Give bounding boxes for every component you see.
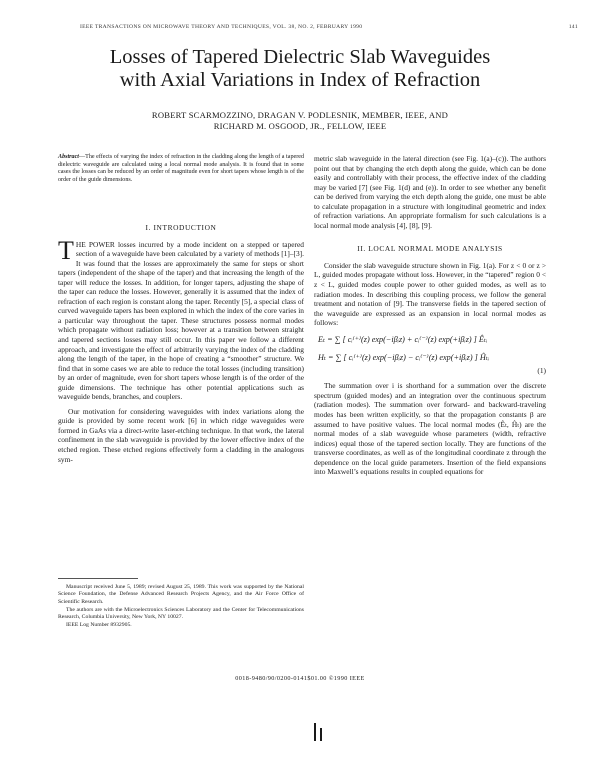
abstract-label: Abstract [58, 154, 79, 160]
page-number: 141 [568, 24, 578, 30]
intro-paragraph-2: Our motivation for considering waveguides with index variations along the guide is provided by some recent work [6] in which ridge waveguides were formed in GaAs via a direct-write laser-etching technique. In that work, the lateral confinement in the slab waveguide is provided by the lower effective index of the etched region. These etched regions effectively form a cladding in the analogous sym- [58, 406, 304, 464]
equation-1-magnetic: Hₜ = ∑ [ cᵢ⁽⁺⁾(z) exp(−iβᵢz) − cᵢ⁽⁻⁾(z) exp(+iβᵢz) ] Ĥₜᵢ [318, 353, 490, 363]
footnotes [58, 584, 304, 630]
section-heading-introduction: I. INTRODUCTION [145, 223, 217, 232]
title-line-1: Losses of Tapered Dielectric Slab Waveguides [109, 46, 491, 68]
section-heading-local-normal-mode: II. LOCAL NORMAL MODE ANALYSIS [357, 244, 503, 254]
drop-cap: T [58, 235, 74, 265]
intro-paragraph-1-text: HE POWER losses incurred by a mode incident on a stepped or tapered section of a waveguide have been calculated by a variety of methods [1]–[3]. It was found that the losses are approximately the same for steps or short tapers (independent of the shape of the taper) and that increasing the length of the taper will reduce the losses. In addition, for longer tapers, adjusting the shape of the taper can reduce the losses. However, generally it is assumed that the index of refraction of each region is constant along the taper. Recently [5], a special class of curved waveguide tapers has been explored in which the index of the core varies in a particular way throughout the taper. These structures possess normal modes which propagate without radiation loss; however at a transition between straight and tapered sections losses may still occur. In this paper we follow a different approach, and investigate the effect of arbitrarily varying the index of the cladding along the length of the taper, in the hope of creating a “smoother” structure. We find that in some cases we are able to reduce the total losses (including transition) by an order of magnitude, even for short tapers whose length is of the order of the guide dimensions. The technique has other potential applications such as waveguide bends, branches, and couplers. [58, 239, 304, 402]
authors-line-1: ROBERT SCARMOZZINO, DRAGAN V. PODLESNIK, MEMBER, IEEE, AND [151, 110, 449, 120]
scan-mark-left [314, 723, 316, 741]
copyright-line: 0018-9480/90/0200-0141$01.00 ©1990 IEEE [235, 675, 365, 682]
footnote-ieee-log: IEEE Log Number 8932905. [66, 622, 132, 629]
analysis-paragraph-1: Consider the slab waveguide structure shown in Fig. 1(a). For z < 0 or z > L, guided modes propagate without loss. However, in the “tapered” region 0 < z < L, guided modes couple power to other guided modes, as well as to radiation modes. In describing this coupling process, we follow the general treatment and notation of [9]. The transverse fields in the tapered section of the waveguide are expressed as an expansion in local normal modes as follows: [314, 260, 546, 328]
right-column [314, 154, 546, 477]
intro-continuation: metric slab waveguide in the lateral direction (see Fig. 1(a)–(c)). The authors point out that by changing the etch depth along the guide, which can be done easily and controllably with their process, the effective index of the cladding may be varied [7] (see Fig. 1(d) and (e)). In order to see whether any benefit can be derived from varying the etch depth along the guide, one must be able to calculate propagation in a structure with longitudinal geometric and index of refraction variations. An appropriate formalism for such calculations is a local normal mode analysis [4], [8], [9]. [314, 154, 546, 230]
footnote-manuscript: Manuscript received June 5, 1989; revised August 25, 1989. This work was supported by the National Science Foundation, the Defense Advanced Research Projects Agency, and the Air Force Office of Scientific Research. [58, 584, 304, 605]
abstract-text: —The effects of varying the index of refraction in the cladding along the length of a tapered dielectric waveguide are calculated using a local normal mode analysis. It is found that in some cases the losses can be reduced by an order of magnitude even for short tapers whose length is of the order of the guide dimensions. [58, 154, 304, 184]
footnote-affiliation: The authors are with the Microelectronics Sciences Laboratory and the Center for Telecommunications Research, Columbia University, New York, NY 10027. [58, 606, 304, 621]
running-head [22, 22, 578, 34]
title-line-2: with Axial Variations in Index of Refraction [119, 69, 481, 91]
equation-number: (1) [537, 365, 546, 375]
abstract [58, 154, 304, 185]
left-column [58, 223, 304, 464]
author-list [80, 110, 520, 132]
equation-1-electric: Eₜ = ∑ [ cᵢ⁽⁺⁾(z) exp(−iβᵢz) + cᵢ⁽⁻⁾(z) exp(+iβᵢz) ] Êₜᵢ [318, 334, 488, 344]
journal-name: IEEE TRANSACTIONS ON MICROWAVE THEORY AND TECHNIQUES, VOL. 38, NO. 2, FEBRUARY 1990 [80, 24, 363, 30]
paper-title [60, 46, 540, 92]
authors-line-2: RICHARD M. OSGOOD, JR., FELLOW, IEEE [213, 121, 387, 131]
footnote-rule [58, 578, 138, 579]
intro-paragraph-1 [58, 235, 304, 402]
analysis-paragraph-2: The summation over i is shorthand for a summation over the discrete spectrum (guided modes) and an integration over the continuous spectrum (radiation modes). The summation over forward- and backward-traveling modes has been written explicitly, so that the propagation constants β are assumed to have positive values. The local normal modes (Êₜ, Ĥₜ) are the normal modes of a slab waveguide whose parameters (width, refractive indices) equal those of the tapered section locally. They are functions of the transverse coordinates, as well as of the longitudinal coordinate z through the dependence on the local guide parameters. Insertion of the field expansions into Maxwell’s equations results in coupled equations for [314, 381, 546, 477]
scan-mark-right [320, 728, 322, 741]
